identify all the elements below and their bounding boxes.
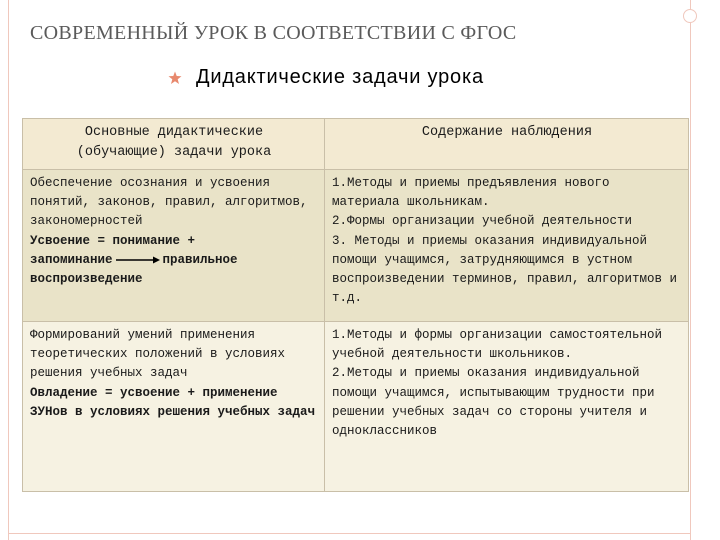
task-formula-part: запоминание — [30, 252, 113, 267]
table-row — [23, 322, 689, 492]
observation-text: 1.Методы и приемы предъявления нового материала школьникам. 2.Формы организации учебной деятельности 3. Методы и приемы оказания индивидуальной помощи учащимся, затрудняющимся в устном воспроизведении терминов, правил, алгоритмов и т.д. — [332, 176, 678, 306]
table-cell-observation — [325, 322, 689, 492]
corner-circle-icon — [683, 9, 697, 23]
task-formula: Овладение = усвоение + применение ЗУНов в условиях решения учебных задач — [30, 385, 316, 419]
table-cell-task — [23, 170, 325, 322]
task-formula: Усвоение = понимание + — [30, 233, 196, 248]
bullet-item — [168, 66, 484, 89]
bullet-text: Дидактические задачи урока — [196, 66, 484, 88]
slide-title: СОВРЕМЕННЫЙ УРОК В СООТВЕТСТВИИ С ФГОС — [30, 22, 517, 44]
task-formula-line3: воспроизведение — [30, 272, 143, 287]
star-bullet-icon — [168, 71, 182, 85]
table-cell-task — [23, 322, 325, 492]
task-formula-part: правильное — [162, 252, 238, 267]
task-description: Обеспечение осознания и усвоения понятий, законов, правил, алгоритмов, закономерностей — [30, 176, 308, 229]
task-formula-line2 — [30, 251, 318, 270]
didactic-tasks-table — [22, 118, 689, 492]
table-header-observation: Содержание наблюдения — [325, 119, 689, 170]
frame-bottom-border — [8, 533, 691, 534]
table-header-tasks: Основные дидактические (обучающие) задачи урока — [23, 119, 325, 170]
table-row — [23, 170, 689, 322]
table-cell-observation — [325, 170, 689, 322]
frame-right-border — [690, 0, 691, 540]
table-header-row — [23, 119, 689, 170]
arrow-right-icon — [115, 255, 161, 265]
task-description: Формирований умений применения теоретических положений в условиях решения учебных задач — [30, 328, 286, 381]
observation-text: 1.Методы и формы организации самостоятельной учебной деятельности школьников. 2.Методы и приемы оказания индивидуальной помощи учащимся, испытывающим трудности при решении учебных задач со стороны учителя и одноклассников — [332, 328, 663, 439]
frame-left-border — [8, 0, 9, 540]
